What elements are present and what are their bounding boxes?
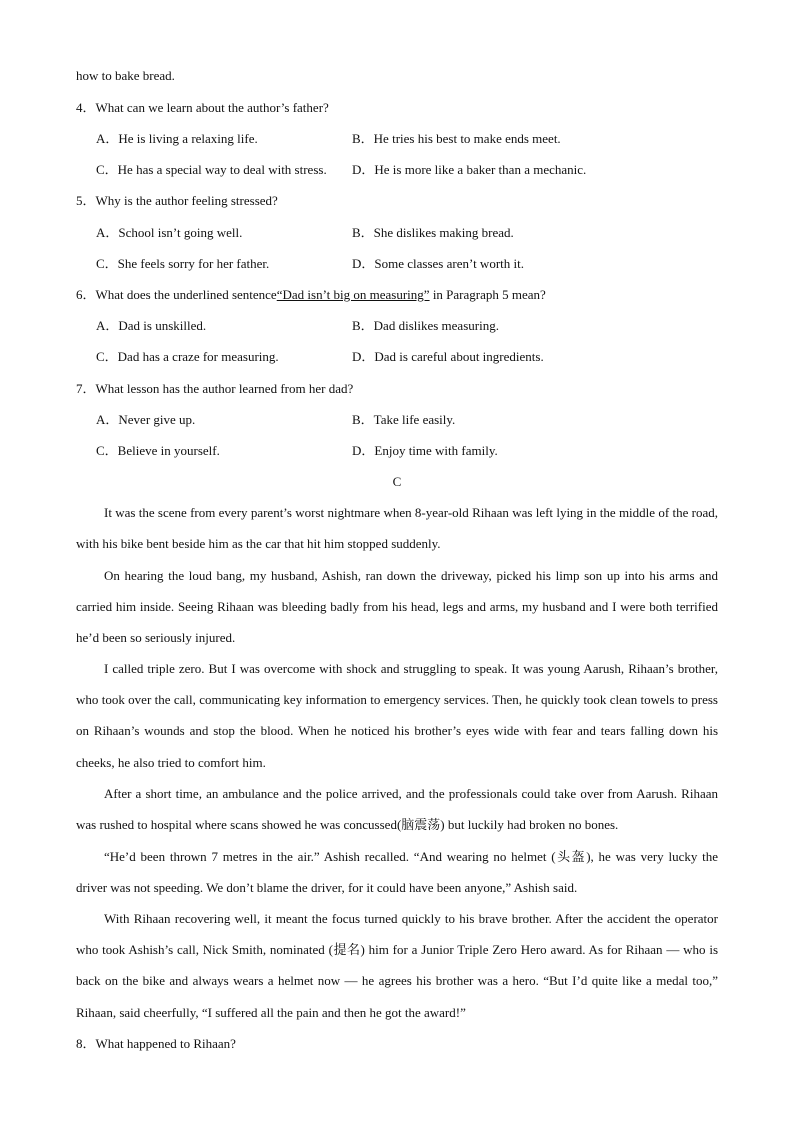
question-4-option-a[interactable]: A．He is living a relaxing life. — [96, 131, 258, 146]
question-6-option-a[interactable]: A．Dad is unskilled. — [96, 318, 207, 333]
passage-paragraph-3: I called triple zero. But I was overcome with shock and struggling to speak. It was young Aarush, Rihaan’s brother, who took over the call, communicating key information to emergency services. Then, he quickly took clean towels to press on Rihaan’s wounds and stop the blood. When he noticed his brother’s eyes wide with fear and tears falling down his cheeks, he also tried to comfort him. — [76, 661, 718, 770]
question-8-stem: 8．What happened to Rihaan? — [76, 1036, 236, 1051]
question-5-option-b[interactable]: B．She dislikes making bread. — [352, 225, 514, 240]
question-6-option-c[interactable]: C．Dad has a craze for measuring. — [96, 349, 279, 364]
question-7-option-a[interactable]: A．Never give up. — [96, 412, 196, 427]
question-7-option-c[interactable]: C．Believe in yourself. — [96, 443, 220, 458]
question-5-option-a[interactable]: A．School isn’t going well. — [96, 225, 243, 240]
question-4-option-d[interactable]: D．He is more like a baker than a mechanic. — [352, 162, 587, 177]
passage-paragraph-6: With Rihaan recovering well, it meant the focus turned quickly to his brave brother. After the accident the operator who took Ashish’s call, Nick Smith, nominated (提名) him for a Junior Triple Zero Hero award. As for Rihaan — who is back on the bike and always wears a helmet now — he agrees his brother was a hero. “But I’d quite like a medal too,” Rihaan, said cheerfully, “I suffered all the pain and then he got the award!” — [76, 911, 718, 1020]
question-7-option-b[interactable]: B．Take life easily. — [352, 412, 456, 427]
question-6-option-d[interactable]: D．Dad is careful about ingredients. — [352, 349, 544, 364]
passage-continuation: how to bake bread. — [76, 68, 175, 83]
question-7-option-d[interactable]: D．Enjoy time with family. — [352, 443, 498, 458]
question-6-stem-suffix: in Paragraph 5 mean? — [429, 287, 546, 302]
passage-paragraph-2: On hearing the loud bang, my husband, Ashish, ran down the driveway, picked his limp son up into his arms and carried him inside. Seeing Rihaan was bleeding badly from his head, legs and arms, my husband and I were both terrified he’d been so seriously injured. — [76, 568, 718, 646]
question-6-stem — [76, 287, 546, 303]
question-4-stem: 4．What can we learn about the author’s father? — [76, 100, 329, 115]
question-6-stem-prefix: 6．What does the underlined sentence — [76, 287, 277, 302]
passage-paragraph-1: It was the scene from every parent’s worst nightmare when 8-year-old Rihaan was left lying in the middle of the road, with his bike bent beside him as the car that hit him stopped suddenly. — [76, 505, 718, 552]
question-7-stem: 7．What lesson has the author learned from her dad? — [76, 381, 354, 396]
question-4-option-b[interactable]: B．He tries his best to make ends meet. — [352, 131, 561, 146]
question-6-option-b[interactable]: B．Dad dislikes measuring. — [352, 318, 499, 333]
passage-paragraph-4: After a short time, an ambulance and the police arrived, and the professionals could take over from Aarush. Rihaan was rushed to hospital where scans showed he was concussed(脑震荡) but luckily had broken no bones. — [76, 786, 718, 833]
question-4-option-c[interactable]: C．He has a special way to deal with stress. — [96, 162, 327, 177]
question-5-option-c[interactable]: C．She feels sorry for her father. — [96, 256, 270, 271]
question-6-underlined-sentence: “Dad isn’t big on measuring” — [276, 287, 430, 302]
question-5-option-d[interactable]: D．Some classes aren’t worth it. — [352, 256, 524, 271]
question-5-stem: 5．Why is the author feeling stressed? — [76, 193, 278, 208]
section-heading: C — [392, 474, 402, 489]
passage-paragraph-5: “He’d been thrown 7 metres in the air.” Ashish recalled. “And wearing no helmet (头盔), he was very lucky the driver was not speeding. We don’t blame the driver, for it could have been anyone,” Ashish said. — [76, 849, 718, 896]
